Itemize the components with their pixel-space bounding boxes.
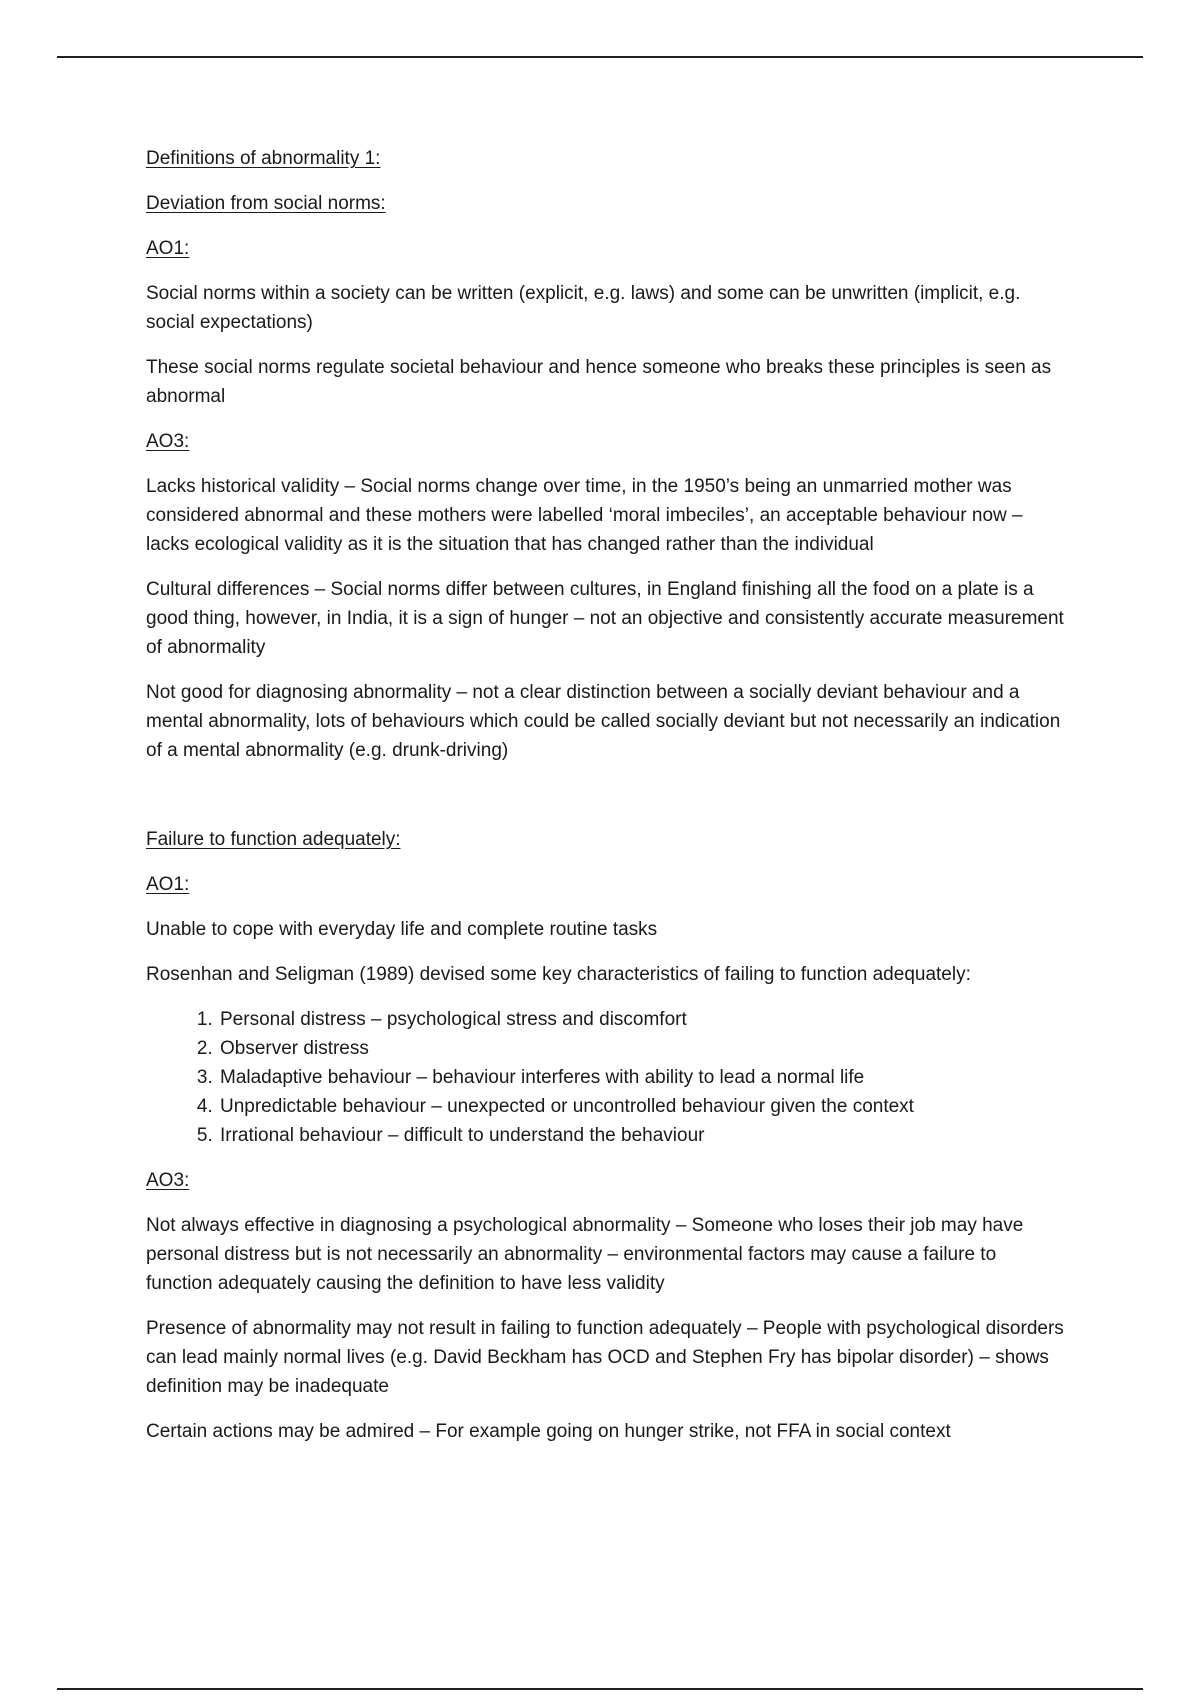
section-heading-social-norms: Deviation from social norms: xyxy=(146,193,386,214)
paragraph: Presence of abnormality may not result in failing to function adequately – People with psychological disorders can lead mainly normal lives (e.g. David Beckham has OCD and Stephen Fry has bipolar disorder) – shows definition may be inadequate xyxy=(146,1318,1064,1397)
paragraph: Lacks historical validity – Social norms change over time, in the 1950’s being an unmarried mother was considered abnormal and these mothers were labelled ‘moral imbeciles’, an acceptable behaviour now – lacks ecological validity as it is the situation that has changed rather than the individual xyxy=(146,476,1023,555)
paragraph: Social norms within a society can be written (explicit, e.g. laws) and some can be unwritten (implicit, e.g. social expectations) xyxy=(146,283,1021,333)
footer-rule xyxy=(57,1688,1143,1690)
paragraph: Rosenhan and Seligman (1989) devised some key characteristics of failing to function adequately: xyxy=(146,964,971,985)
paragraph: These social norms regulate societal behaviour and hence someone who breaks these principles is seen as abnormal xyxy=(146,357,1052,407)
section-heading-failure-to-function: Failure to function adequately: xyxy=(146,829,401,850)
paragraph: Unable to cope with everyday life and complete routine tasks xyxy=(146,919,658,940)
document-body xyxy=(146,144,1066,1462)
paragraph: Cultural differences – Social norms differ between cultures, in England finishing all the food on a plate is a good thing, however, in India, it is a sign of hunger – not an objective and consistently accurate measurement of abnormality xyxy=(146,579,1064,658)
document-title: Definitions of abnormality 1: xyxy=(146,148,381,169)
section-spacer xyxy=(146,781,1066,825)
characteristics-list xyxy=(146,1005,1066,1150)
list-item: 3. Maladaptive behaviour – behaviour interferes with ability to lead a normal life xyxy=(218,1063,1066,1092)
list-item: 5. Irrational behaviour – difficult to understand the behaviour xyxy=(218,1121,1066,1150)
paragraph: Not always effective in diagnosing a psychological abnormality – Someone who loses their job may have personal distress but is not necessarily an abnormality – environmental factors may cause a failure to function adequately causing the definition to have less validity xyxy=(146,1215,1024,1294)
paragraph: Not good for diagnosing abnormality – not a clear distinction between a socially deviant behaviour and a mental abnormality, lots of behaviours which could be called socially deviant but not necessarily an indication of a mental abnormality (e.g. drunk-driving) xyxy=(146,682,1061,761)
ao1-label: AO1: xyxy=(146,874,190,895)
ao3-label: AO3: xyxy=(146,1170,190,1191)
list-item: 2. Observer distress xyxy=(218,1034,1066,1063)
ao1-label: AO1: xyxy=(146,238,190,259)
paragraph: Certain actions may be admired – For example going on hunger strike, not FFA in social context xyxy=(146,1421,951,1442)
ao3-label: AO3: xyxy=(146,431,190,452)
list-item: 4. Unpredictable behaviour – unexpected or uncontrolled behaviour given the context xyxy=(218,1092,1066,1121)
header-rule xyxy=(57,56,1143,58)
list-item: 1. Personal distress – psychological stress and discomfort xyxy=(218,1005,1066,1034)
